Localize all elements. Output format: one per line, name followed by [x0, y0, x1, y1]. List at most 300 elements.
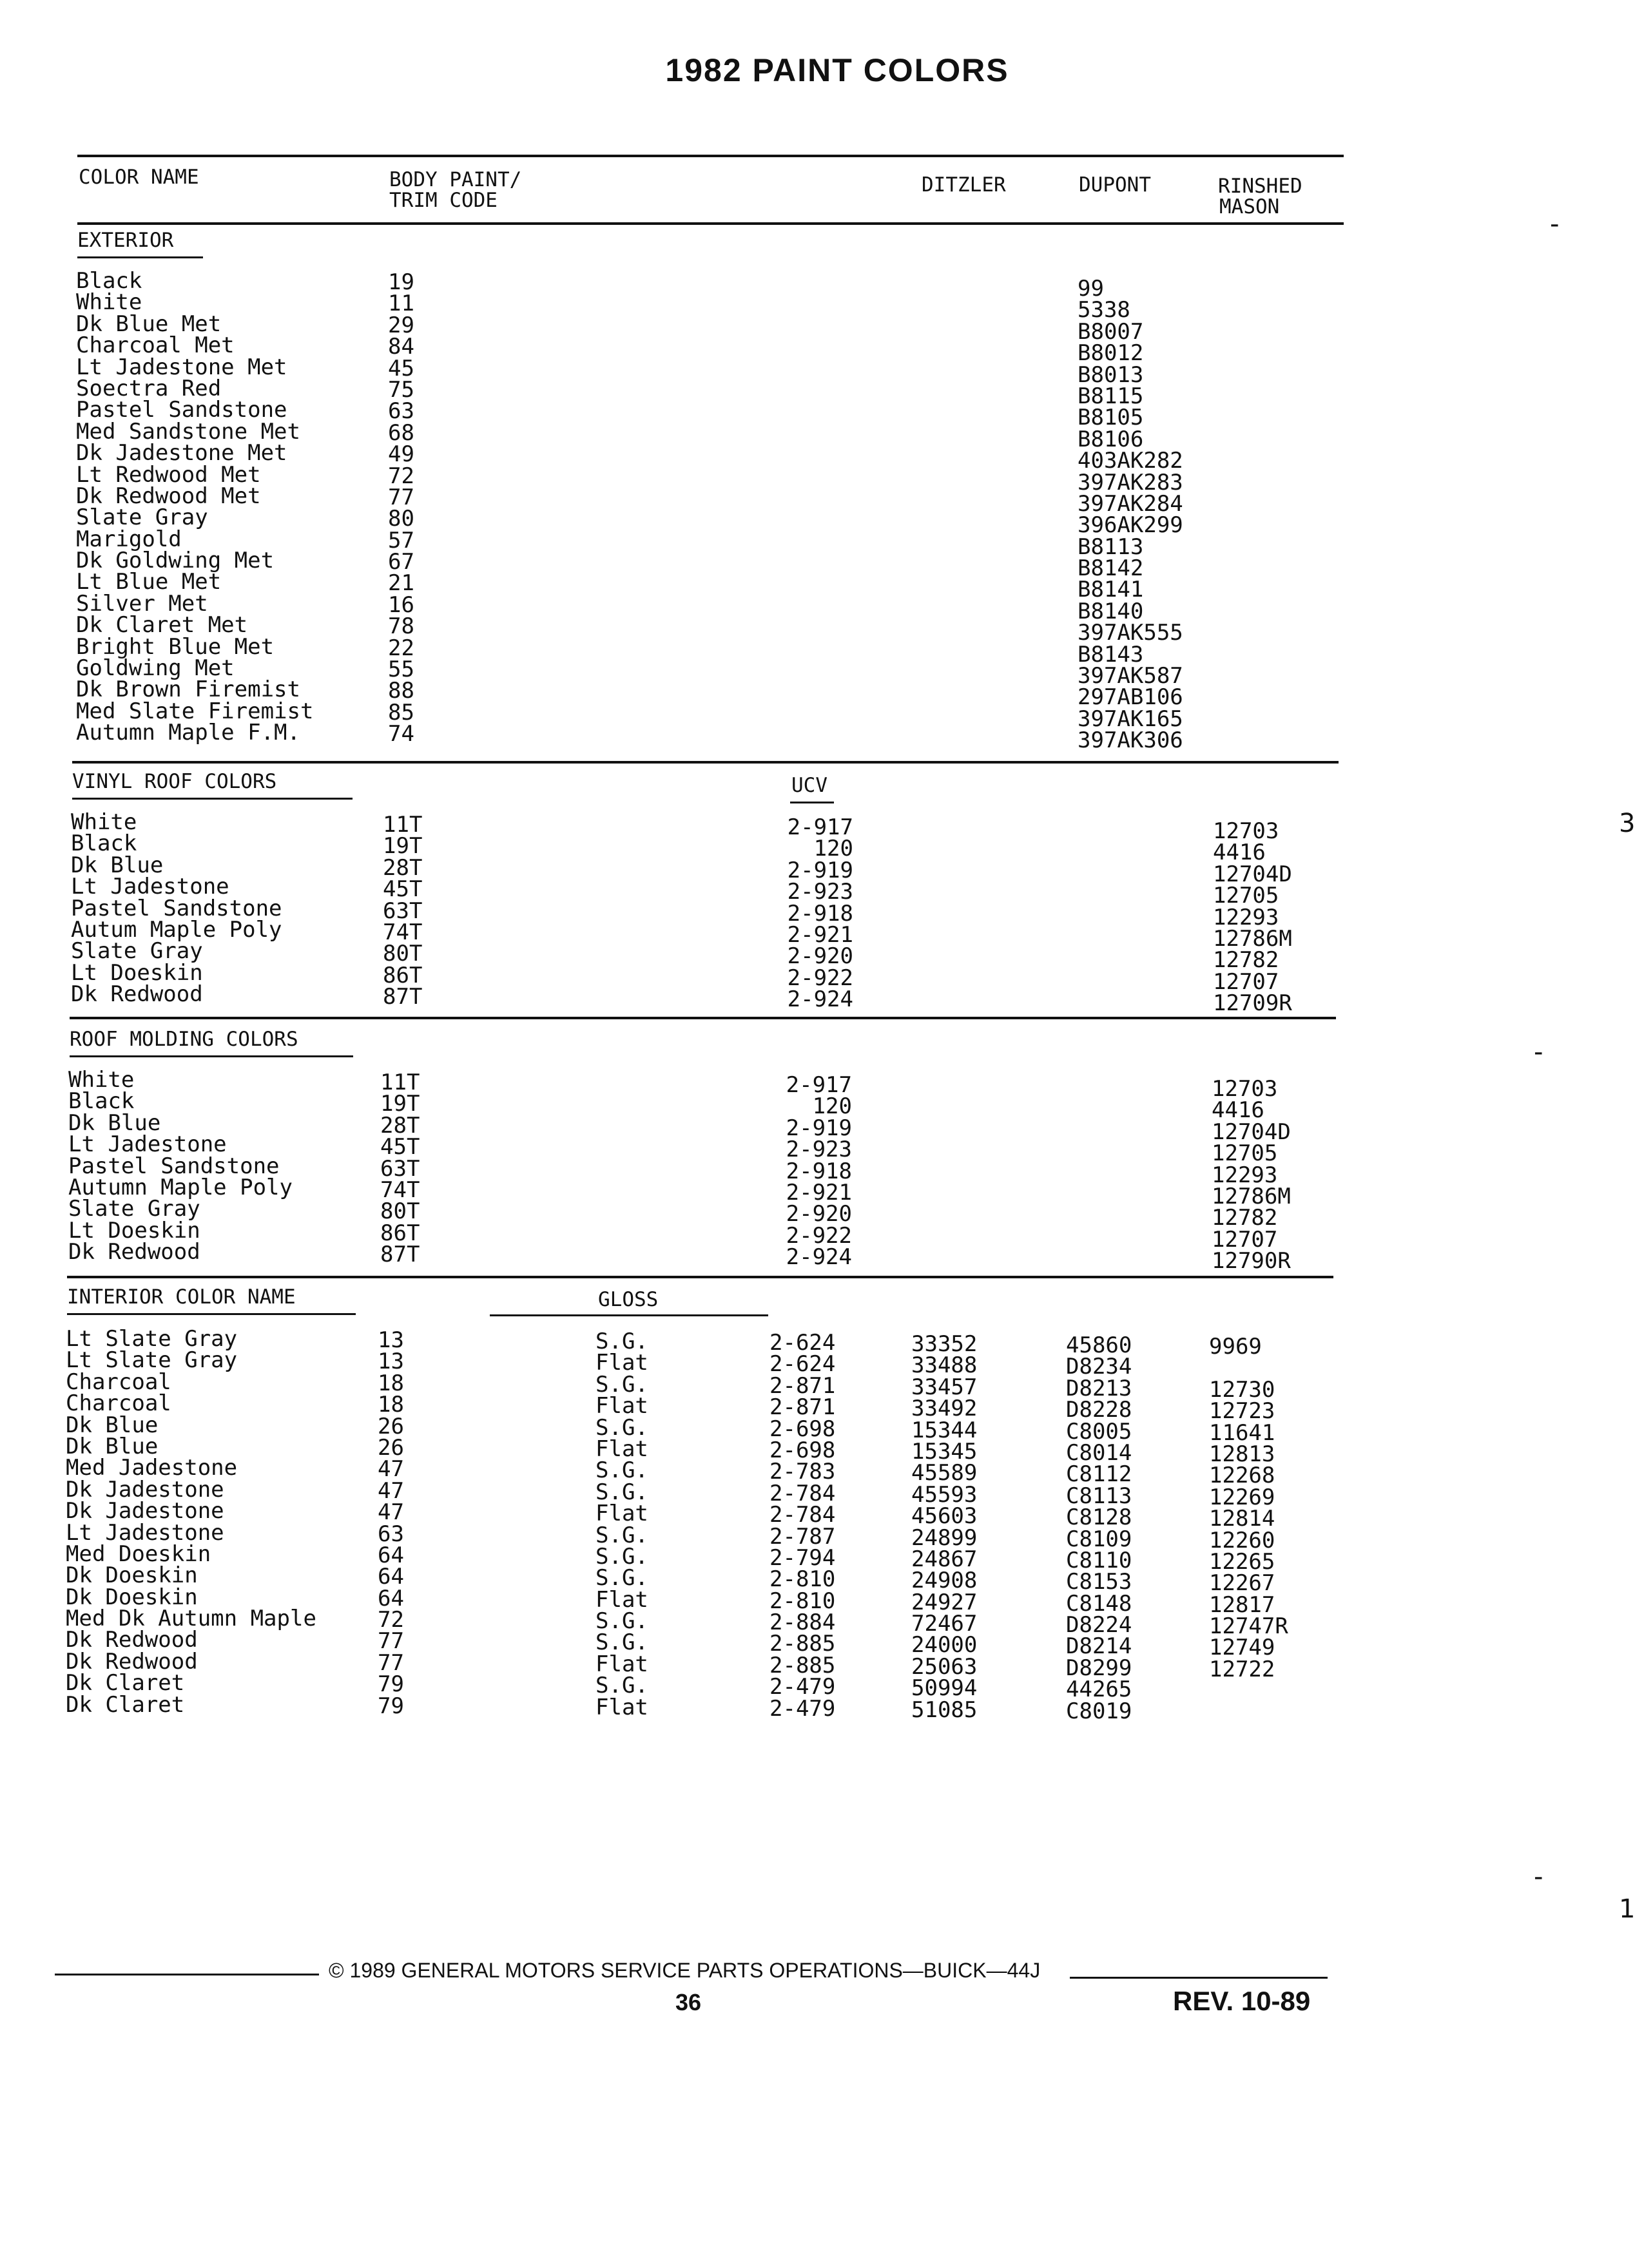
- gloss-cell: S.G.: [595, 1479, 648, 1505]
- gloss-cell: S.G.: [595, 1329, 648, 1354]
- rinshed-cell: 12817: [1209, 1591, 1275, 1618]
- vinyl-names-column: [71, 809, 282, 1008]
- trim-code-cell: 64: [378, 1585, 404, 1611]
- ditzler-cell: 25063: [911, 1653, 978, 1680]
- ucv-cell: 2-871: [769, 1394, 836, 1421]
- trim-code-cell: 19T: [383, 833, 423, 860]
- rinshed-cell: [1209, 1702, 1288, 1724]
- dupont-cell: C8153: [1066, 1569, 1132, 1595]
- trim-code-cell: 63T: [383, 898, 423, 924]
- ucv-underline: [790, 802, 834, 803]
- rinshed-cell: 12707: [1212, 1226, 1278, 1253]
- dupont-cell: B8012: [1078, 340, 1144, 367]
- ditzler-cell: 51085: [911, 1696, 978, 1723]
- gloss-cell: S.G.: [595, 1543, 648, 1570]
- color-name-cell: Dk Blue: [66, 1412, 159, 1438]
- color-name-cell: Slate Gray: [71, 938, 203, 965]
- trim-code-cell: 86T: [383, 962, 423, 988]
- color-name-cell: Dk Redwood: [68, 1239, 200, 1265]
- ucv-cell: 2-885: [769, 1631, 836, 1657]
- trim-code-cell: 64: [378, 1564, 404, 1590]
- trim-code-cell: 13: [378, 1349, 404, 1375]
- ditzler-cell: 15345: [911, 1438, 978, 1465]
- ucv-cell: 2-920: [786, 1201, 852, 1227]
- rinshed-cell: 12704D: [1212, 1119, 1291, 1145]
- dupont-cell: 396AK299: [1078, 512, 1183, 539]
- rinshed-cell: 12749: [1209, 1635, 1275, 1661]
- gloss-cell: Flat: [595, 1586, 648, 1613]
- color-name-cell: Med Sandstone Met: [76, 418, 300, 445]
- rinshed-cell: 12709R: [1213, 990, 1292, 1017]
- color-name-cell: Lt Jadestone: [66, 1519, 224, 1546]
- color-name-cell: Dk Brown Firemist: [76, 677, 300, 703]
- rinshed-cell: 12703: [1212, 1076, 1278, 1102]
- trim-code-cell: 64: [378, 1542, 404, 1568]
- color-name-cell: Lt Doeskin: [71, 959, 203, 986]
- trim-code-cell: 49: [388, 441, 414, 468]
- color-name-cell: Dk Doeskin: [66, 1562, 198, 1589]
- dupont-cell: 397AK555: [1078, 620, 1183, 646]
- color-name-cell: Dk Blue: [66, 1433, 159, 1459]
- dupont-cell: 45860: [1066, 1332, 1132, 1358]
- trim-code-cell: 86T: [380, 1220, 420, 1246]
- ucv-cell: 2-922: [787, 965, 853, 991]
- color-name-cell: Dk Redwood: [71, 981, 203, 1008]
- vinyl-bottom-rule: [70, 1017, 1336, 1019]
- rinshed-cell: 12260: [1209, 1527, 1275, 1553]
- color-name-cell: Dk Redwood: [66, 1648, 198, 1675]
- dupont-cell: B8113: [1078, 533, 1144, 560]
- dupont-cell: C8148: [1066, 1590, 1132, 1617]
- ucv-cell: 2-920: [787, 943, 853, 970]
- color-name-cell: Dk Blue Met: [76, 311, 222, 337]
- rinshed-cell: 12782: [1213, 947, 1279, 974]
- molding-names-column: [68, 1067, 293, 1265]
- molding-codes-column: [380, 1072, 420, 1266]
- header-dupont: DUPONT: [1079, 173, 1151, 197]
- molding-ucv-column: [772, 1072, 852, 1271]
- dupont-cell: 5338: [1078, 297, 1130, 323]
- dupont-cell: 397AK587: [1078, 663, 1183, 689]
- gloss-cell: S.G.: [595, 1371, 648, 1398]
- rinshed-cell: 12705: [1212, 1140, 1278, 1167]
- ucv-cell: 2-624: [769, 1351, 836, 1378]
- ditzler-cell: 45603: [911, 1503, 978, 1530]
- ditzler-cell: 45593: [911, 1481, 978, 1508]
- trim-code-cell: 45: [388, 355, 414, 381]
- ucv-cell: 2-810: [769, 1566, 836, 1593]
- margin-mark-4: -: [1534, 1862, 1543, 1892]
- footer-rule-left: [55, 1974, 319, 1975]
- color-name-cell: Slate Gray: [68, 1196, 200, 1222]
- rinshed-cell: 4416: [1213, 840, 1266, 866]
- trim-code-cell: 63: [378, 1521, 404, 1547]
- rinshed-cell: 12722: [1209, 1656, 1275, 1682]
- rinshed-cell: 12813: [1209, 1441, 1275, 1467]
- dupont-cell: B8013: [1078, 361, 1144, 388]
- trim-code-cell: 77: [378, 1649, 404, 1676]
- dupont-cell: C8113: [1066, 1483, 1132, 1509]
- exterior-dupont-column: [1078, 278, 1183, 752]
- trim-code-cell: 77: [388, 484, 414, 510]
- interior-ditzler-column: [911, 1331, 978, 1723]
- trim-code-cell: 72: [378, 1607, 404, 1633]
- section-exterior-underline: [77, 256, 203, 258]
- ucv-cell: 2-787: [769, 1523, 836, 1550]
- gloss-cell: Flat: [595, 1501, 648, 1527]
- trim-code-cell: 47: [378, 1477, 404, 1504]
- rinshed-cell: 12782: [1212, 1205, 1278, 1231]
- color-name-cell: Autum Maple Poly: [71, 916, 282, 943]
- color-name-cell: White: [68, 1067, 135, 1093]
- interior-codes-column: [378, 1327, 404, 1719]
- dupont-cell: C8019: [1066, 1698, 1132, 1724]
- trim-code-cell: 74T: [380, 1177, 420, 1203]
- exterior-bottom-rule: [72, 761, 1339, 764]
- ditzler-cell: 24000: [911, 1632, 978, 1658]
- gloss-cell: S.G.: [595, 1608, 648, 1635]
- dupont-cell: D8234: [1066, 1354, 1132, 1380]
- trim-code-cell: 87T: [383, 984, 423, 1010]
- dupont-cell: D8213: [1066, 1375, 1132, 1401]
- section-molding-underline: [70, 1055, 353, 1057]
- color-name-cell: Lt Redwood Met: [76, 461, 261, 488]
- dupont-cell: 397AK165: [1078, 706, 1183, 732]
- gloss-cell: S.G.: [595, 1522, 648, 1548]
- trim-code-cell: 45T: [380, 1134, 420, 1160]
- color-name-cell: Bright Blue Met: [76, 633, 275, 660]
- trim-code-cell: 79: [378, 1693, 404, 1719]
- color-name-cell: Lt Jadestone Met: [76, 354, 287, 380]
- color-name-cell: Charcoal: [66, 1369, 171, 1395]
- trim-code-cell: 84: [388, 334, 414, 360]
- color-name-cell: Black: [68, 1088, 135, 1115]
- margin-mark-5: 1: [1619, 1894, 1635, 1924]
- trim-code-cell: 29: [388, 312, 414, 338]
- ucv-cell: 2-479: [769, 1695, 836, 1722]
- ditzler-cell: 33352: [911, 1331, 978, 1357]
- ditzler-cell: 33457: [911, 1374, 978, 1400]
- ucv-cell: 2-810: [769, 1588, 836, 1614]
- trim-code-cell: 80T: [383, 941, 423, 967]
- color-name-cell: Autumn Maple Poly: [68, 1174, 293, 1200]
- section-exterior-label: EXTERIOR: [77, 229, 174, 252]
- dupont-cell: 397AK306: [1078, 727, 1183, 754]
- rinshed-cell: 12269: [1209, 1484, 1275, 1510]
- ucv-cell: 2-921: [786, 1179, 852, 1206]
- molding-bottom-rule: [67, 1276, 1333, 1278]
- color-name-cell: Dk Claret: [66, 1691, 185, 1718]
- gloss-cell: S.G.: [595, 1629, 648, 1656]
- color-name-cell: Black: [71, 831, 137, 857]
- ucv-cell: 2-479: [769, 1674, 836, 1700]
- color-name-cell: Silver Met: [76, 590, 208, 617]
- trim-code-cell: 63T: [380, 1155, 420, 1182]
- ucv-cell: 2-884: [769, 1610, 836, 1636]
- dupont-cell: C8112: [1066, 1461, 1132, 1488]
- dupont-cell: D8214: [1066, 1633, 1132, 1660]
- color-name-cell: Dk Redwood Met: [76, 483, 261, 509]
- rinshed-cell: [1209, 1358, 1288, 1379]
- trim-code-cell: 28T: [383, 854, 423, 881]
- ucv-cell: 2-784: [769, 1480, 836, 1506]
- trim-code-cell: 63: [388, 398, 414, 425]
- color-name-cell: Autumn Maple F.M.: [76, 720, 300, 746]
- color-name-cell: Dk Claret: [66, 1670, 185, 1696]
- dupont-cell: 397AK283: [1078, 469, 1183, 495]
- trim-code-cell: 80: [388, 506, 414, 532]
- color-name-cell: Marigold: [76, 526, 182, 552]
- gloss-cell: Flat: [595, 1350, 648, 1376]
- rinshed-cell: 4416: [1212, 1097, 1264, 1124]
- section-interior-underline: [67, 1313, 356, 1315]
- color-name-cell: Med Slate Firemist: [76, 698, 314, 724]
- trim-code-cell: 78: [388, 613, 414, 640]
- trim-code-cell: 88: [388, 678, 414, 704]
- color-name-cell: Dk Jadestone: [66, 1476, 224, 1503]
- vinyl-ucv-column: [773, 814, 853, 1013]
- header-body-paint: BODY PAINT/: [389, 168, 522, 191]
- dupont-cell: 99: [1078, 276, 1104, 302]
- trim-code-cell: 26: [378, 1434, 404, 1461]
- trim-code-cell: 45T: [383, 876, 423, 903]
- dupont-cell: B8141: [1078, 577, 1144, 603]
- trim-code-cell: 87T: [380, 1242, 420, 1268]
- dupont-cell: D8299: [1066, 1655, 1132, 1681]
- ucv-cell: 120: [813, 836, 853, 862]
- footer-copyright: © 1989 GENERAL MOTORS SERVICE PARTS OPERATIONS—BUICK—44J: [329, 1959, 1041, 1982]
- trim-code-cell: 18: [378, 1370, 404, 1396]
- dupont-cell: D8224: [1066, 1612, 1132, 1639]
- rinshed-cell: 12705: [1213, 883, 1279, 909]
- ucv-label: UCV: [791, 774, 827, 797]
- trim-code-cell: 57: [388, 527, 414, 553]
- color-name-cell: Med Dk Autumn Maple: [66, 1606, 316, 1632]
- interior-dupont-column: [1066, 1332, 1132, 1724]
- trim-code-cell: 21: [388, 570, 414, 597]
- ucv-cell: 2-784: [769, 1502, 836, 1528]
- interior-rinshed-column: [1209, 1336, 1288, 1724]
- margin-mark-2: 3: [1619, 809, 1635, 838]
- color-name-cell: Dk Redwood: [66, 1627, 198, 1653]
- dupont-cell: B8105: [1078, 405, 1144, 431]
- color-name-cell: Lt Doeskin: [68, 1217, 200, 1244]
- header-top-rule: [77, 155, 1344, 157]
- trim-code-cell: 55: [388, 657, 414, 683]
- ucv-cell: 2-918: [786, 1158, 852, 1184]
- rinshed-cell: 12267: [1209, 1570, 1275, 1597]
- ucv-cell: 2-783: [769, 1459, 836, 1485]
- gloss-cell: S.G.: [595, 1565, 648, 1591]
- color-name-cell: Lt Slate Gray: [66, 1347, 238, 1374]
- ucv-cell: 2-924: [786, 1244, 852, 1271]
- ucv-cell: 2-698: [769, 1437, 836, 1463]
- dupont-cell: B8143: [1078, 641, 1144, 668]
- color-name-cell: Dk Doeskin: [66, 1584, 198, 1610]
- trim-code-cell: 79: [378, 1671, 404, 1698]
- dupont-cell: 297AB106: [1078, 684, 1183, 711]
- ucv-cell: 2-885: [769, 1652, 836, 1678]
- header-trim-code: TRIM CODE: [389, 189, 498, 212]
- trim-code-cell: 85: [388, 699, 414, 726]
- ucv-cell: 2-923: [787, 879, 853, 905]
- page-number: 36: [675, 1989, 702, 2015]
- header-rinshed: RINSHED: [1218, 175, 1302, 198]
- trim-code-cell: 68: [388, 419, 414, 446]
- ucv-cell: 2-794: [769, 1544, 836, 1571]
- interior-gloss-column: [595, 1331, 648, 1718]
- trim-code-cell: 28T: [380, 1112, 420, 1139]
- trim-code-cell: 74: [388, 721, 414, 747]
- margin-mark-3: -: [1534, 1037, 1543, 1067]
- dupont-cell: B8007: [1078, 318, 1144, 345]
- color-name-cell: Lt Jadestone: [71, 874, 229, 900]
- header-bottom-rule: [77, 222, 1344, 225]
- color-name-cell: Charcoal: [66, 1390, 171, 1417]
- color-name-cell: Med Doeskin: [66, 1541, 211, 1567]
- exterior-names-column: [76, 268, 314, 746]
- ditzler-cell: 33492: [911, 1396, 978, 1422]
- ucv-cell: 120: [812, 1093, 852, 1120]
- section-vinyl-underline: [72, 798, 353, 800]
- color-name-cell: Goldwing Met: [76, 655, 235, 682]
- ucv-cell: 2-922: [786, 1222, 852, 1249]
- ditzler-cell: 24908: [911, 1568, 978, 1594]
- trim-code-cell: 11T: [380, 1070, 420, 1095]
- dupont-cell: 403AK282: [1078, 448, 1183, 474]
- gloss-cell: Flat: [595, 1436, 648, 1462]
- dupont-cell: 44265: [1066, 1677, 1132, 1703]
- vinyl-rinshed-column: [1213, 818, 1292, 1017]
- dupont-cell: C8110: [1066, 1547, 1132, 1573]
- section-molding-label: ROOF MOLDING COLORS: [70, 1028, 298, 1051]
- interior-names-column: [66, 1326, 316, 1718]
- color-name-cell: Dk Blue: [71, 852, 164, 878]
- revision-label: REV. 10-89: [1173, 1986, 1311, 2016]
- interior-ucv-column: [769, 1332, 835, 1720]
- color-name-cell: Pastel Sandstone: [68, 1153, 280, 1179]
- rinshed-cell: 12814: [1209, 1506, 1275, 1532]
- ucv-cell: 2-917: [786, 1072, 852, 1098]
- ucv-cell: 2-918: [787, 900, 853, 927]
- trim-code-cell: 18: [378, 1392, 404, 1418]
- rinshed-cell: 12293: [1212, 1162, 1278, 1188]
- ucv-cell: 2-919: [786, 1115, 852, 1141]
- color-name-cell: Slate Gray: [76, 505, 208, 531]
- trim-code-cell: 26: [378, 1413, 404, 1439]
- rinshed-cell: 12293: [1213, 904, 1279, 930]
- trim-code-cell: 75: [388, 376, 414, 403]
- color-name-cell: Dk Blue: [68, 1110, 161, 1136]
- trim-code-cell: 16: [388, 591, 414, 618]
- trim-code-cell: 11: [388, 291, 414, 317]
- gloss-cell: S.G.: [595, 1457, 648, 1484]
- ditzler-cell: 24867: [911, 1546, 978, 1572]
- trim-code-cell: 47: [378, 1499, 404, 1526]
- trim-code-cell: 11T: [383, 812, 423, 838]
- ucv-cell: 2-871: [769, 1372, 836, 1399]
- gloss-underline: [490, 1314, 768, 1316]
- trim-code-cell: 47: [378, 1456, 404, 1483]
- trim-code-cell: 19: [388, 269, 414, 295]
- ditzler-cell: 50994: [911, 1675, 978, 1702]
- ucv-cell: 2-917: [787, 814, 853, 840]
- trim-code-cell: 19T: [380, 1091, 420, 1117]
- vinyl-codes-column: [383, 814, 422, 1008]
- color-name-cell: Lt Jadestone: [68, 1131, 227, 1158]
- ditzler-cell: 15344: [911, 1417, 978, 1443]
- trim-code-cell: 13: [378, 1327, 404, 1353]
- dupont-cell: C8005: [1066, 1418, 1132, 1445]
- rinshed-cell: 12747R: [1209, 1613, 1288, 1640]
- trim-code-cell: 72: [388, 463, 414, 489]
- exterior-codes-column: [388, 269, 414, 747]
- section-interior-label: INTERIOR COLOR NAME: [67, 1285, 296, 1309]
- rinshed-cell: 12268: [1209, 1463, 1275, 1489]
- trim-code-cell: 22: [388, 635, 414, 661]
- page-title: 1982 PAINT COLORS: [665, 52, 1009, 88]
- color-name-cell: Black: [76, 268, 142, 294]
- ucv-cell: 2-923: [786, 1137, 852, 1163]
- dupont-cell: C8128: [1066, 1504, 1132, 1531]
- ditzler-cell: 24899: [911, 1524, 978, 1551]
- dupont-cell: C8109: [1066, 1526, 1132, 1552]
- dupont-cell: B8115: [1078, 383, 1144, 409]
- color-name-cell: Dk Goldwing Met: [76, 548, 275, 574]
- color-name-cell: Dk Jadestone Met: [76, 440, 287, 466]
- color-name-cell: Dk Jadestone: [66, 1498, 224, 1524]
- rinshed-cell: 12704D: [1213, 861, 1292, 887]
- ucv-cell: 2-624: [769, 1330, 836, 1356]
- rinshed-cell: 12786M: [1212, 1183, 1291, 1209]
- rinshed-cell: 12723: [1209, 1398, 1275, 1425]
- ditzler-cell: 72467: [911, 1611, 978, 1637]
- dupont-cell: B8142: [1078, 555, 1144, 582]
- color-name-cell: White: [76, 289, 142, 316]
- gloss-cell: Flat: [595, 1694, 648, 1720]
- footer-rule-right: [1070, 1977, 1328, 1979]
- color-name-cell: Soectra Red: [76, 375, 222, 401]
- trim-code-cell: 67: [388, 549, 414, 575]
- rinshed-cell: 12786M: [1213, 925, 1292, 952]
- rinshed-cell: 12703: [1213, 818, 1279, 844]
- color-name-cell: Lt Slate Gray: [66, 1326, 238, 1352]
- color-name-cell: Med Jadestone: [66, 1455, 238, 1481]
- trim-code-cell: 80T: [380, 1198, 420, 1225]
- section-vinyl-label: VINYL ROOF COLORS: [72, 770, 277, 793]
- dupont-cell: B8106: [1078, 426, 1144, 452]
- header-color-name: COLOR NAME: [79, 166, 199, 189]
- color-name-cell: Pastel Sandstone: [76, 397, 287, 423]
- rinshed-cell: 11641: [1209, 1419, 1275, 1446]
- dupont-cell: C8014: [1066, 1439, 1132, 1466]
- dupont-cell: 397AK284: [1078, 490, 1183, 517]
- rinshed-cell: [1209, 1680, 1288, 1702]
- dupont-cell: B8140: [1078, 598, 1144, 624]
- gloss-label: GLOSS: [598, 1288, 659, 1311]
- rinshed-cell: 12265: [1209, 1548, 1275, 1575]
- trim-code-cell: 74T: [383, 919, 423, 945]
- trim-code-cell: 77: [378, 1628, 404, 1655]
- gloss-cell: Flat: [595, 1393, 648, 1419]
- color-name-cell: Dk Claret Met: [76, 612, 248, 639]
- ditzler-cell: 24927: [911, 1589, 978, 1615]
- ditzler-cell: 45589: [911, 1460, 978, 1486]
- color-name-cell: Charcoal Met: [76, 332, 235, 359]
- dupont-cell: D8228: [1066, 1397, 1132, 1423]
- ucv-cell: 2-921: [787, 921, 853, 948]
- ucv-cell: 2-924: [787, 986, 853, 1013]
